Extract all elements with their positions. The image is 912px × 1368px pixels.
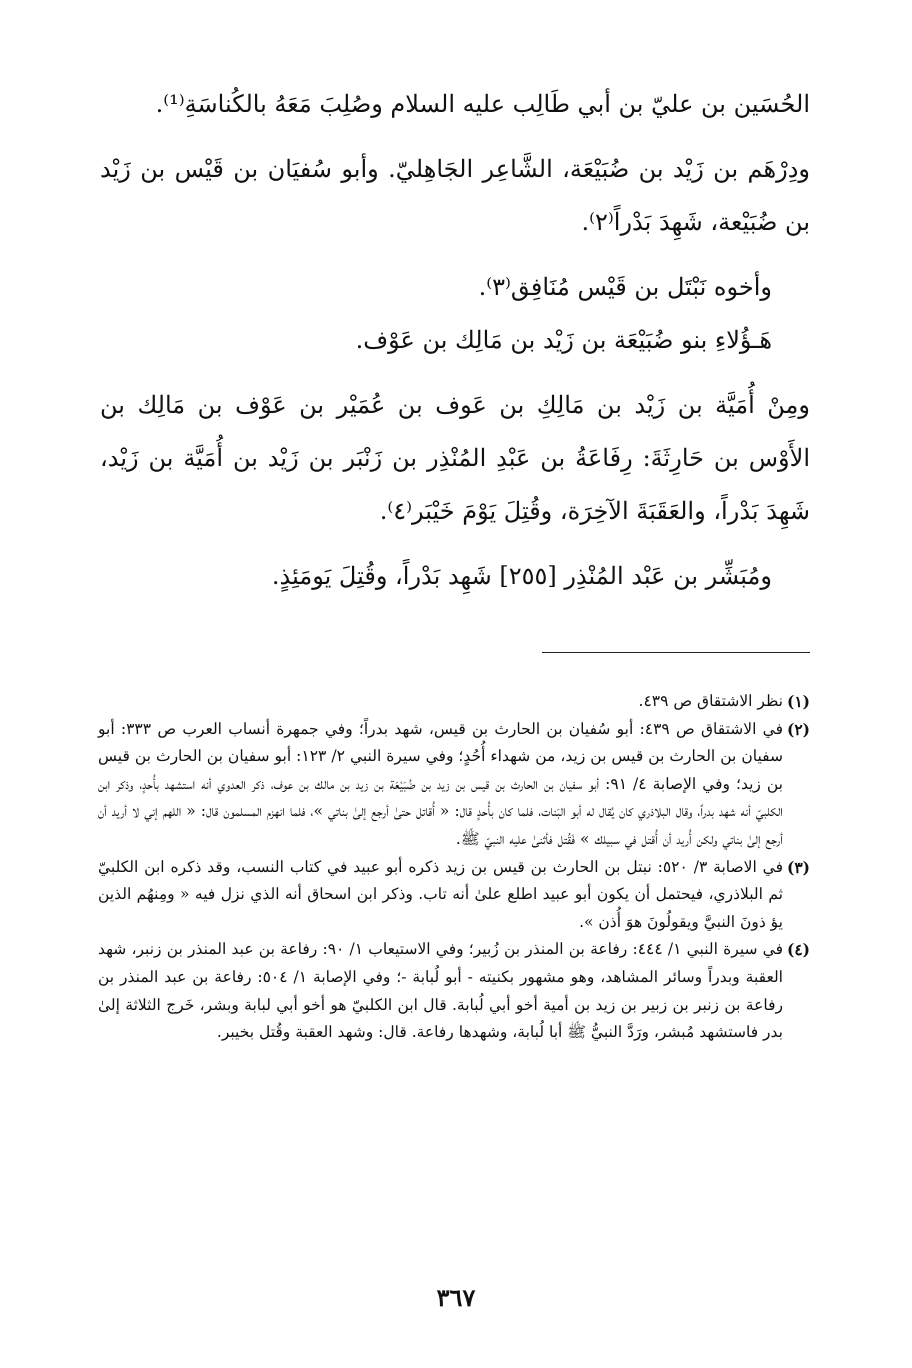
footnote-number: (٤) [786, 940, 810, 960]
footnote-text: في سيرة النبي ١/ ٤٤٤: رفاعة بن المنذر بن زُبير؛ وفي الاستيعاب ١/ ٩٠: رفاعة بن عبد المنذر بن زنبر، شهد العقبة وبدراً وسائر المشاهد، وهو مشهور بكنيته - أبو لُبابة -؛ وفي الإصابة ١/ ٥٠٤: رفاعة بن عبد المنذر بن رفاعة بن زنبر بن زبير بن زيد بن أمية أخو أبي لُبابة. قال ابن الكلبيّ هو أخو أبي لبابة وبشر، خَرج الثلاثة إلىٰ بدر فاستشهد مُبشر، ورَدَّ النبيُّ ﷺ أبا لُبابة، وشهدها رفاعة. قال: وشهد العقبة وقُتل بخيبر. [98, 940, 784, 1042]
footnote-number: (٢) [786, 719, 810, 739]
footnote-number: (٣) [786, 857, 810, 877]
footnote [98, 688, 810, 716]
footnote-text: نظر الاشتقاق ص ٤٣٩. [638, 692, 783, 710]
footnote-number: (١) [786, 692, 810, 711]
footnote-separator [542, 652, 810, 653]
page-number: ٣٦٧ [436, 1283, 476, 1312]
main-paragraph: ومُبَشِّر بن عَبْد المُنْذِر [٢٥٥] شَهِد بَدْراً، وقُتِلَ يَومَئِذٍ. [271, 562, 772, 590]
main-text [100, 78, 810, 603]
footnote-text: في الاشتقاق ص ٤٣٩: أبو سُفيان بن الحارث بن قيس، شهد بدراً؛ وفي جمهرة أنساب العرب ص ٣٣٣: أبو سفيان بن الحارث بن قيس بن زيد، من شهداء أُحُدٍ؛ وفي سيرة النبي ٢/ ١٢٣: أبو سفيان بن الحارث بن قيس بن زيد؛ وفي الإصابة ٤/ ٩١: أبو سفيان بن الحارث بن قيس بن زيد بن ضُبَيْعَة بن زيد بن مالك بن عوف، ذكر العدوي أنه استشهد بأُحدٍ، وذكر ابن الكلبيّ أنه شهد بدراً، وقال البلاذري كان يُقال له أبو البَنات، فلما كان بأُحدٍ قال: « أُقاتل حتىٰ أرجع إلىٰ بناتي »، فلما انهزم المسلمون قال: « اللهم إني لا أريد أن أرجع إلىٰ بناتي ولكن أُريد أن أُقتل في سبيلك » فَقُتل فأثنىٰ عليه النبيّ ﷺ. [98, 719, 783, 848]
main-paragraph: هَـؤُلاءِ بنو ضُبَيْعَة بن زَيْد بن مَالِك بن عَوْف. [355, 326, 772, 354]
main-paragraph: ومِنْ أُمَيَّة بن زَيْد بن مَالِكِ بن عَوف بن عُمَيْر بن عَوْف بن مَالِك بن الأَوْس بن حَارِثَةَ: رِفَاعَةُ بن عَبْدِ المُنْذِر بن زَنْبَر بن زَيْد بن أُمَيَّة بن زَيْد، شَهِدَ بَدْراً، والعَقَبَةَ الآخِرَة، وقُتِلَ يَوْمَ خَيْبَر⁽٤⁾. [100, 391, 810, 525]
footnote [98, 854, 810, 937]
main-paragraph: الحُسَين بن عليّ بن أبي طَالِب عليه السلام وصُلِبَ مَعَهُ بالكُناسَةِ⁽¹⁾. [155, 90, 810, 118]
main-paragraph: وأخوه نَبْتَل بن قَيْس مُنَافِق⁽٣⁾. [478, 273, 772, 301]
footnote-text: في الاصابة ٣/ ٥٢٠: نبتل بن الحارث بن قيس بن زيد ذكره أبو عبيد في كتاب النسب، وقد ذكره ابن الكلبيّ ثم البلاذري، فيحتمل أن يكون أبو عبيد اطلع علىٰ أنه تاب. وذكر ابن اسحاق أنه الذي نزل فيه « ومِنهُم الذين يؤ ذونَ النبيَّ ويقولُونَ هوَ أُذن ». [98, 857, 783, 931]
footnotes [98, 688, 810, 1047]
main-paragraph: ودِرْهَم بن زَيْد بن ضُبَيْعَة، الشَّاعِر الجَاهِليّ. وأبو سُفيَان بن قَيْس بن زَيْد بن ضُبَيْعة، شَهِدَ بَدْراً⁽٢⁾. [100, 155, 810, 236]
footnote [98, 716, 810, 854]
footnote [98, 936, 810, 1046]
